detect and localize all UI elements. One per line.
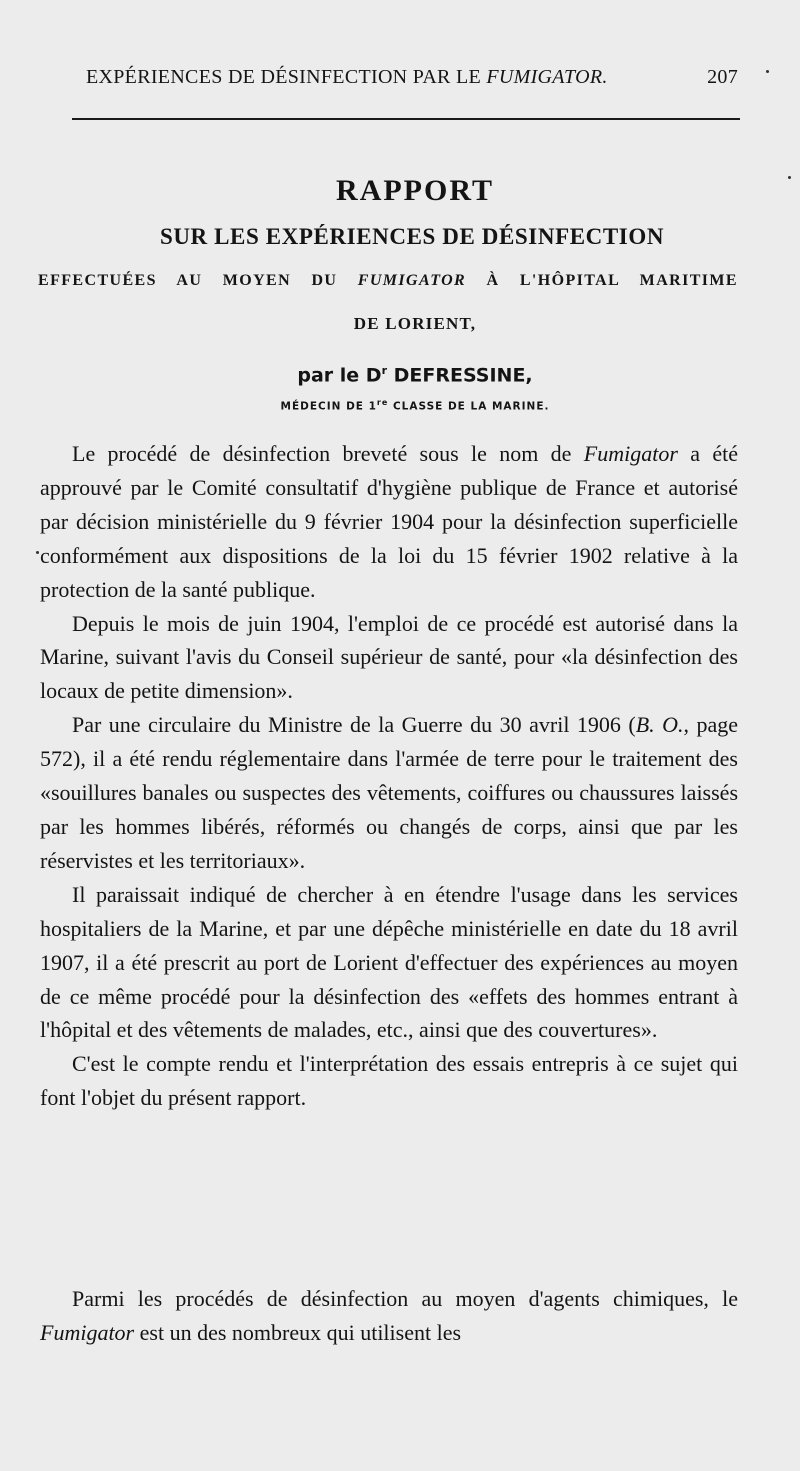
header-rule — [72, 118, 740, 120]
running-head-title — [86, 66, 608, 89]
author-by: par le D — [297, 364, 382, 387]
body-text-section — [40, 1282, 738, 1350]
paper-speck — [36, 551, 39, 554]
body-text-main — [40, 437, 738, 1115]
paragraph-6-italic: Fumigator — [40, 1319, 135, 1345]
author-name: DEFRESSINE, — [387, 364, 533, 387]
report-subtitle-line1: SUR LES EXPÉRIENCES DE DÉSINFECTION — [159, 224, 665, 249]
paragraph-2: Depuis le mois de juin 1904, l'emploi de ce procédé est autorisé dans la Marine, suivant l'avis du Conseil supérieur de santé, pour «la désinfection des locaux de petite dimension». — [40, 610, 738, 704]
paragraph-1-italic: Fumigator — [583, 441, 678, 466]
page-number: 207 — [707, 66, 738, 88]
running-head-title-italic: FUMIGATOR. — [486, 66, 608, 88]
paragraph-6-text-b: est un des nombreux qui utilisent les — [134, 1319, 462, 1345]
paragraph-1-text-a: Le procédé de désinfection breveté sous le nom de — [72, 441, 584, 466]
subtitle-line2-italic: FUMIGATOR — [357, 272, 467, 289]
author-rank — [30, 398, 800, 413]
paragraph-3 — [40, 708, 738, 878]
paragraph-5: C'est le compte rendu et l'interprétation des essais entrepris à ce sujet qui font l'objet du présent rapport. — [40, 1051, 738, 1111]
subtitle-line2-prefix: EFFECTUÉES AU MOYEN DU — [38, 272, 358, 289]
rank-suffix: CLASSE DE LA MARINE. — [388, 400, 550, 413]
paper-speck — [766, 70, 769, 73]
rank-sup: re — [376, 398, 389, 407]
paragraph-4: Il paraissait indiqué de chercher à en étendre l'usage dans les services hospitaliers de la Marine, et par une dépêche ministérielle en date du 18 avril 1907, il a été prescrit au port de Lorient d'effectuer des expériences au moyen de ce même procédé pour la désinfection des «effets des hommes entrant à l'hôpital et des vêtements de malades, etc., ainsi que des couvertures». — [40, 881, 738, 1043]
paragraph-6 — [40, 1282, 738, 1350]
paragraph-3-text-b: , page 572), il a été rendu réglementaire dans l'armée de terre pour le traitement des «souillures banales ou suspectes des vêtements, coiffures ou chaussures laissés par les hommes libérés, réformés ou changés de corps, ainsi que par les réservistes et les territoriaux». — [40, 712, 739, 873]
paragraph-6-text-a: Parmi les procédés de désinfection au moyen d'agents chimiques, le — [72, 1286, 738, 1311]
report-subtitle-line2 — [38, 272, 738, 290]
subtitle-line2-suffix: À L'HÔPITAL MARITIME — [466, 272, 738, 289]
paragraph-3-italic: B. O. — [635, 712, 684, 738]
paper-speck — [788, 176, 791, 179]
paragraph-1 — [40, 437, 738, 607]
running-head — [86, 66, 738, 96]
author-line — [30, 364, 800, 386]
author-sup: r — [381, 364, 387, 377]
paragraph-1-text-b: a été approuvé par le Comité consultatif d'hygiène publique de France et autorisé par décision ministérielle du 9 février 1904 pour la désinfection superficielle conformément aux dispositions de la loi du 15 février 1902 relative à la protection de la santé publique. — [40, 441, 739, 602]
report-title: RAPPORT — [336, 174, 494, 207]
report-subtitle-line3: DE LORIENT, — [353, 314, 477, 333]
rank-prefix: MÉDECIN DE 1 — [280, 400, 377, 413]
paragraph-3-text-a: Par une circulaire du Ministre de la Guerre du 30 avril 1906 ( — [72, 712, 636, 738]
running-head-title-text: EXPÉRIENCES DE DÉSINFECTION PAR LE — [86, 66, 487, 88]
